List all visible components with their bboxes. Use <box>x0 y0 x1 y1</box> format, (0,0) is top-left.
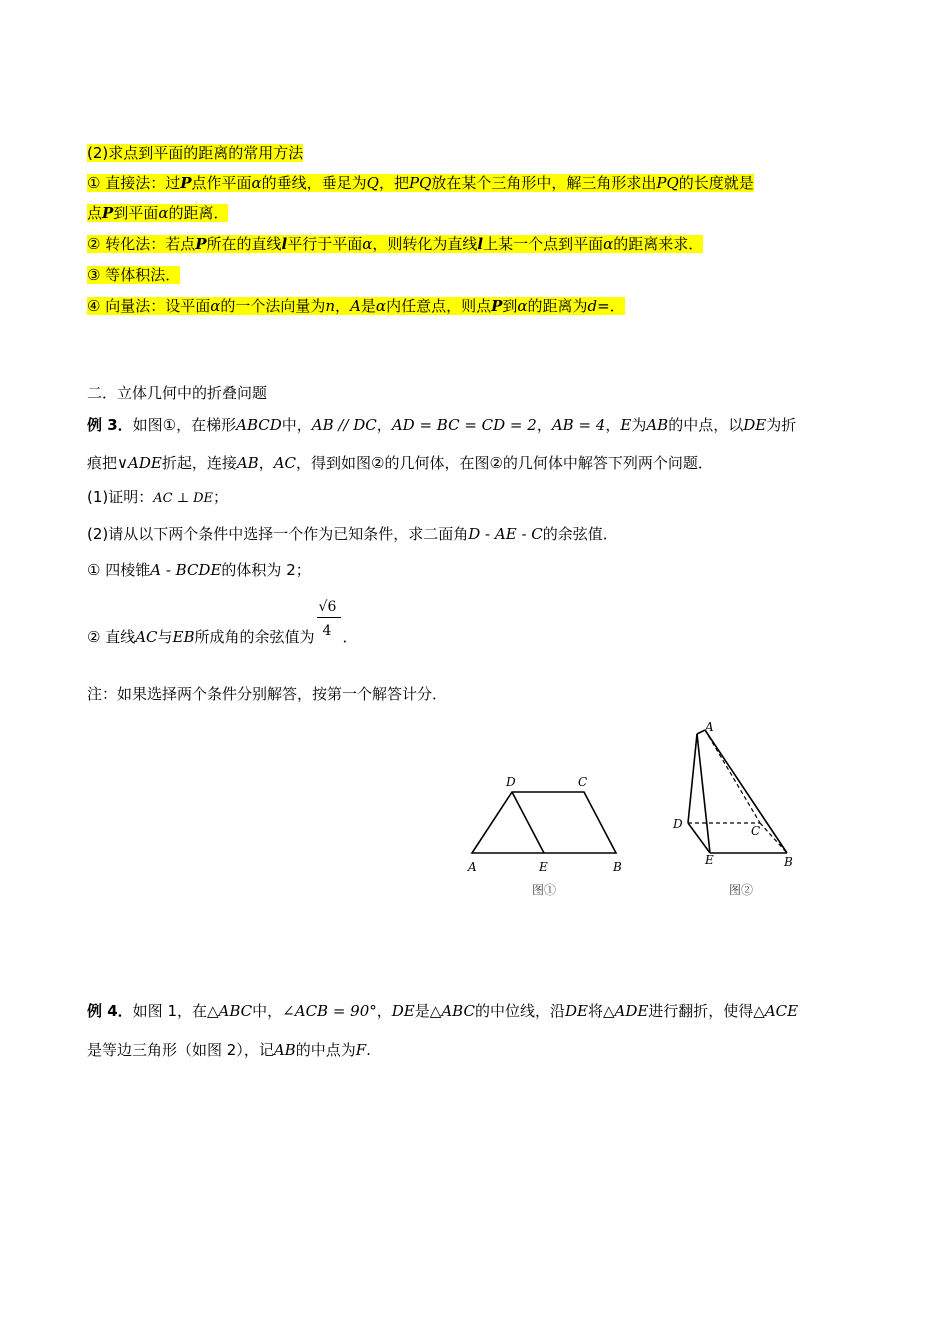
edge-ae <box>697 734 710 853</box>
method-vector: ④ 向量法：设平面α的一个法向量为n，A是α内任意点，则点P到α的距离为d=． <box>87 297 625 315</box>
figure-trapezoid <box>462 770 632 900</box>
fraction-sqrt6-over-4: $\frac{√6}{4}$ <box>315 620 343 642</box>
method-title: (2)求点到平面的距离的常用方法 <box>87 144 304 162</box>
edge-apex <box>697 730 705 734</box>
figure-folded-solid <box>665 718 805 898</box>
figure2-caption: 图② <box>729 883 754 897</box>
label-a2: A <box>705 720 714 734</box>
label-e: E <box>539 860 548 874</box>
question-1: (1)证明：AC ⊥ DE； <box>87 488 229 506</box>
example3-line2: 痕把∨ADE折起，连接AB，AC，得到如图②的几何体，在图②的几何体中解答下列两个问题． <box>87 454 713 472</box>
label-e2: E <box>705 853 714 867</box>
label-c: C <box>578 775 588 789</box>
condition-2: ② 直线AC与EB所成角的余弦值为 $\frac{√6}{4}$ ． <box>87 599 358 646</box>
edge-ad <box>688 734 697 823</box>
edge-ab <box>705 730 787 853</box>
edge-ac-hidden <box>705 730 760 823</box>
edge-cb-hidden <box>760 823 787 853</box>
example4-line2: 是等边三角形（如图 2），记AB的中点为F. <box>87 1041 371 1059</box>
section-heading-folding: 二．立体几何中的折叠问题 <box>87 384 268 402</box>
method-direct: ① 直接法：过P点作平面α的垂线，垂足为Q，把PQ放在某个三角形中，解三角形求出PQ的长度就是 <box>87 174 754 192</box>
example4-line1: 例 4．如图 1，在△ABC中，∠ACB = 90°，DE是△ABC的中位线，沿DE将△ADE进行翻折，使得△ACE <box>87 1002 799 1020</box>
method-transform: ② 转化法：若点P所在的直线l平行于平面α，则转化为直线l上某一个点到平面α的距离来求． <box>87 235 704 253</box>
method-volume: ③ 等体积法． <box>87 266 181 284</box>
label-c2: C <box>751 824 761 838</box>
trapezoid-outline <box>472 792 616 853</box>
question-2: (2)请从以下两个条件中选择一个作为已知条件，求二面角D - AE - C的余弦值． <box>87 525 618 543</box>
method-direct-cont: 点P到平面α的距离． <box>87 204 229 222</box>
example3-line1: 例 3．如图①，在梯形ABCD中，AB // DC，AD = BC = CD = 2，AB = 4，E为AB的中点，以DE为折 <box>87 416 797 434</box>
label-b: B <box>613 860 622 874</box>
note: 注：如果选择两个条件分别解答，按第一个解答计分． <box>87 685 448 703</box>
label-b2: B <box>784 855 793 869</box>
segment-de <box>512 792 544 853</box>
figure1-caption: 图① <box>532 883 557 897</box>
label-d: D <box>506 775 516 789</box>
label-d2: D <box>673 817 683 831</box>
label-a: A <box>468 860 477 874</box>
condition-1: ① 四棱锥A - BCDE的体积为 2； <box>87 561 311 579</box>
